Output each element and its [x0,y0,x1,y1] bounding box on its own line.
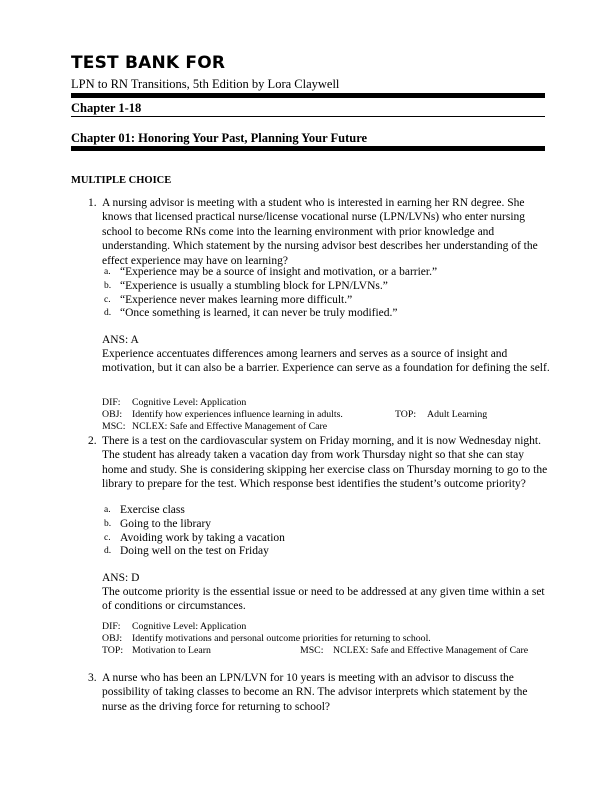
option-letter: c. [104,294,111,305]
question-metadata [102,397,551,433]
option-text: Avoiding work by taking a vacation [120,531,285,544]
option-text: Going to the library [120,517,212,530]
option-a [102,266,551,280]
chapter-range-heading: Chapter 1-18 [71,101,142,115]
divider-thin-1 [71,116,545,117]
book-subtitle: LPN to RN Transitions, 5th Edition by Lora Claywell [71,77,340,91]
obj-value: Identify how experiences influence learning in adults. [132,409,343,420]
section-heading: MULTIPLE CHOICE [71,175,172,186]
obj-value: Identify motivations and personal outcome priorities for returning to school. [132,633,431,644]
msc-key: MSC: [300,645,324,656]
question-metadata [102,621,551,657]
option-d [102,545,551,559]
obj-key: OBJ: [102,409,123,420]
option-text: “Experience never makes learning more difficult.” [120,293,353,306]
option-c [102,294,551,308]
obj-key: OBJ: [102,633,123,644]
divider-thick-2 [71,146,545,151]
option-letter: a. [104,267,111,277]
msc-value: NCLEX: Safe and Effective Management of Care [333,645,529,656]
top-value: Motivation to Learn [132,645,211,656]
option-letter: b. [104,280,112,291]
dif-value: Cognitive Level: Application [132,397,247,408]
msc-value: NCLEX: Safe and Effective Management of Care [132,421,328,432]
option-letter: a. [104,505,111,515]
top-key: TOP: [395,409,417,420]
option-a [102,504,551,518]
rationale: The outcome priority is the essential issue or need to be addressed at any given time within a set of conditions or circumstances. [102,586,545,613]
question-number: 3. [88,672,97,684]
question-stem: A nurse who has been an LPN/LVN for 10 years is meeting with an advisor to discuss the possibility of taking classes to become an RN. The advisor interprets which statement by the nurse as the driving force for returning to school? [102,672,528,713]
question-number: 2. [88,435,97,447]
answer-options [102,504,551,559]
chapter-heading: Chapter 01: Honoring Your Past, Planning Your Future [71,131,368,145]
option-text: “Once something is learned, it can never be truly modified.” [120,307,398,320]
divider-thick-1 [71,93,545,98]
dif-value: Cognitive Level: Application [132,621,247,632]
answer-key: ANS: D [102,572,140,584]
option-text: Exercise class [120,504,185,516]
option-b [102,280,551,294]
option-text: “Experience is usually a stumbling block for LPN/LVNs.” [120,279,388,292]
test-bank-title: TEST BANK FOR [71,53,226,73]
dif-key: DIF: [102,397,121,408]
option-letter: b. [104,518,112,529]
question-stem: There is a test on the cardiovascular system on Friday morning, and it is now Wednesday night. The student has already taken a vacation day from work Thursday night so that she can stay home and study. She is considering skipping her exercise class on Thursday morning to go to the library to prepare for the test. Which response best identifies the student’s outcome priority? [102,435,548,491]
msc-key: MSC: [102,421,126,432]
option-d [102,307,551,321]
rationale: Experience accentuates differences among learners and serves as a source of insight and motivation, but it can also be a barrier. Experience can serve as a foundation for defining the self. [102,348,550,375]
option-text: “Experience may be a source of insight and motivation, or a barrier.” [120,266,438,278]
top-key: TOP: [102,645,124,656]
option-b [102,518,551,532]
dif-key: DIF: [102,621,121,632]
option-text: Doing well on the test on Friday [120,545,269,558]
top-value: Adult Learning [427,409,488,420]
option-letter: d. [104,308,112,319]
option-letter: d. [104,546,112,557]
answer-key: ANS: A [102,334,139,346]
question-stem: A nursing advisor is meeting with a student who is interested in earning her RN degree. She knows that licensed practical nurse/license vocational nurse (LPN/LVNs) who enter nursing school to become RNs come into the learning environment with prior knowledge and understanding. Which statement by the nursing advisor best describes her understanding of the effect experience may have on learning? [102,197,538,267]
question-number: 1. [88,197,97,209]
answer-options [102,266,551,321]
option-letter: c. [104,532,111,543]
option-c [102,532,551,546]
